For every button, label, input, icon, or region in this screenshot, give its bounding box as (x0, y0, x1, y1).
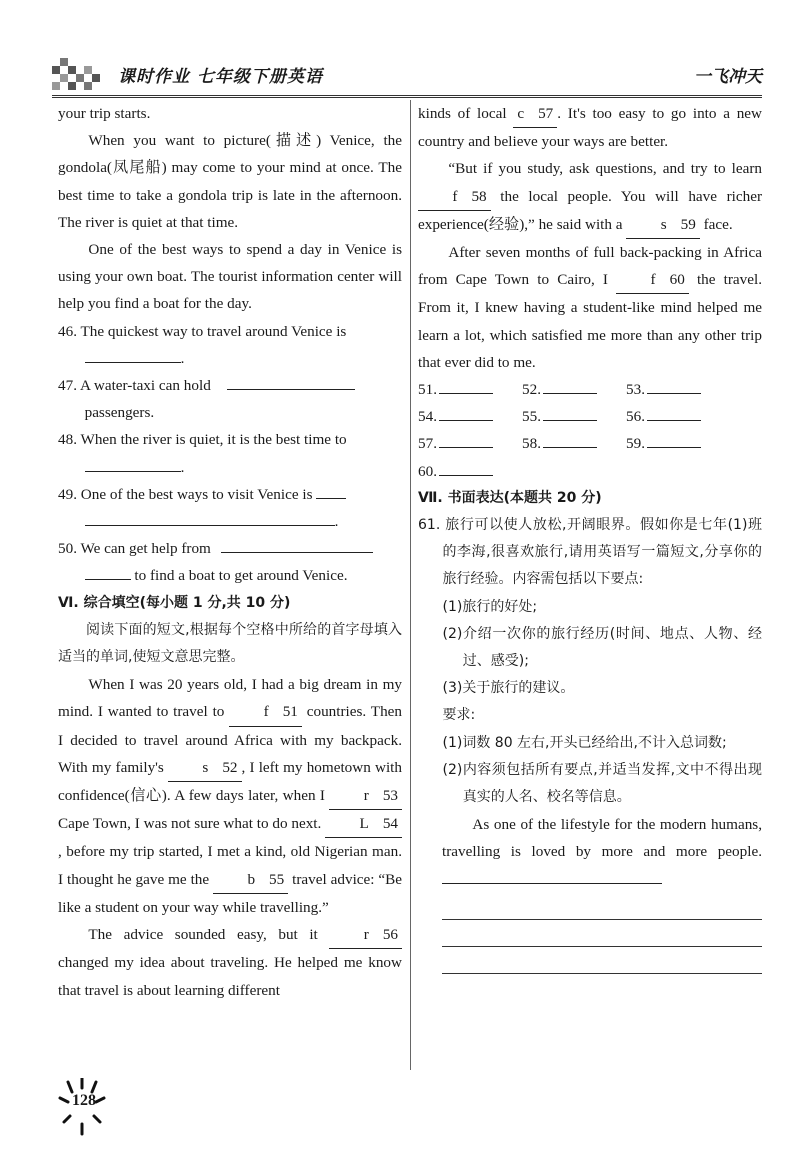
blank-58[interactable]: f 58 (418, 183, 491, 211)
question-47: 47. A water-taxi can hold passengers. (58, 372, 402, 426)
answer-blank[interactable] (221, 535, 373, 553)
answer-slot[interactable]: 60. (418, 458, 522, 485)
blank-53[interactable]: r 53 (329, 782, 402, 810)
answer-slot[interactable]: 56. (626, 403, 730, 430)
blank-54[interactable]: L 54 (325, 810, 402, 838)
requirement-label: 要求: (442, 707, 476, 724)
answer-grid-row (418, 403, 762, 430)
passage-paragraph: When you want to picture(描述) Venice, the gondola(凤尾船) may come to your mind at once. The best time to take a gondola trip is late in the afternoon. The river is quiet at that time. (58, 132, 402, 231)
writing-line[interactable] (442, 866, 662, 884)
answer-grid (418, 376, 762, 485)
page-number: 128 (72, 1092, 96, 1109)
cloze-paragraph: When I was 20 years old, I had a big dream in my mind. I wanted to travel to f 51 countries. Then I decided to travel around Africa with my backpack. With my family's s 52 , I left my hometown with confidence(信心). A few days later, when I r 53 Cape Town, I was not sure what to do next. L 54, before my trip started, I met a kind, old Nigerian man. I thought he gave me the b 55 travel advice: “Be like a student on your way while travelling.” (58, 676, 403, 916)
blank-59[interactable]: s 59 (626, 211, 700, 239)
page-header (52, 52, 762, 98)
essay-start: As one of the lifestyle for the modern humans, travelling is loved by more and more people. (418, 811, 762, 893)
blank-55[interactable]: b 55 (213, 866, 288, 894)
header-rule (52, 95, 762, 98)
answer-blank[interactable] (227, 372, 355, 390)
checkered-logo-icon (52, 58, 100, 90)
answer-slot[interactable]: 55. (522, 403, 626, 430)
requirement-point: (1)词数 80 左右,开头已经给出,不计入总词数; (442, 734, 727, 751)
answer-slot[interactable]: 51. (418, 376, 522, 403)
cloze-paragraph: After seven months of full back-packing in Africa from Cape Town to Cairo, I f 60 the travel. From it, I knew having a student-like mind helped me learn a lot, which satisfied me more than any other trip that ever did to me. (418, 244, 763, 371)
answer-grid-row (418, 376, 762, 403)
requirement-point: (1)旅行的好处; (442, 598, 538, 615)
cloze-paragraph: kinds of local c 57 . It's too easy to go into a new country and believe your ways are better. (418, 100, 762, 155)
blank-60[interactable]: f 60 (616, 266, 689, 294)
answer-grid-row (418, 430, 762, 457)
passage-paragraph: your trip starts. (58, 105, 151, 122)
left-column (58, 100, 402, 1004)
cloze-paragraph: “But if you study, ask questions, and try to learn f 58 the local people. You will have richer experience(经验),” he said with a s 59 face. (418, 155, 762, 239)
answer-blank[interactable] (85, 345, 181, 363)
answer-blank[interactable] (316, 481, 346, 499)
writing-line[interactable] (442, 893, 762, 920)
question-50: 50. We can get help from to find a boat to get around Venice. (58, 535, 402, 589)
section-6-heading: Ⅵ. 综合填空(每小题 1 分,共 10 分) (58, 594, 291, 611)
cloze-paragraph: The advice sounded easy, but it r 56 changed my idea about traveling. He helped me know that travel is about learning different (58, 921, 402, 1004)
requirement-point: (3)关于旅行的建议。 (442, 680, 575, 697)
passage-paragraph: One of the best ways to spend a day in Venice is using your own boat. The tourist information center will help you find a boat for the day. (58, 241, 402, 313)
answer-grid-row (418, 458, 762, 485)
writing-line[interactable] (442, 947, 762, 974)
question-48: 48. When the river is quiet, it is the best time to . (58, 431, 347, 476)
answer-slot[interactable]: 57. (418, 430, 522, 457)
question-61: 61. 旅行可以使人放松,开阔眼界。假如你是七年(1)班的李海,很喜欢旅行,请用英语写一篇短文,分享你的旅行经验。内容需包括以下要点: (418, 517, 762, 588)
question-49: 49. One of the best ways to visit Venice is . (58, 481, 402, 535)
answer-slot[interactable]: 54. (418, 403, 522, 430)
answer-slot[interactable]: 53. (626, 376, 730, 403)
right-column (418, 100, 762, 974)
blank-52[interactable]: s 52 (168, 754, 242, 782)
answer-slot[interactable]: 58. (522, 430, 626, 457)
header-brand: 一飞冲天 (694, 67, 762, 87)
section-7-heading: Ⅶ. 书面表达(本题共 20 分) (418, 489, 602, 506)
page-number-badge (58, 1078, 108, 1138)
requirement-point: (2)内容须包括所有要点,并适当发挥,文中不得出现真实的人名、校名等信息。 (442, 761, 762, 806)
header-title: 课时作业 七年级下册英语 (118, 67, 323, 87)
question-46: 46. The quickest way to travel around Venice is . (58, 322, 347, 367)
answer-blank[interactable] (85, 508, 335, 526)
writing-line[interactable] (442, 920, 762, 947)
blank-51[interactable]: f 51 (229, 698, 302, 726)
answer-blank[interactable] (85, 562, 131, 580)
answer-blank[interactable] (85, 454, 181, 472)
section-6-instructions: 阅读下面的短文,根据每个空格中所给的首字母填入适当的单词,使短文意思完整。 (58, 621, 402, 666)
blank-57[interactable]: c 57 (513, 100, 557, 128)
column-divider (410, 100, 411, 1070)
answer-slot[interactable]: 52. (522, 376, 626, 403)
blank-56[interactable]: r 56 (329, 921, 402, 949)
answer-slot[interactable]: 59. (626, 430, 730, 457)
requirement-point: (2)介绍一次你的旅行经历(时间、地点、人物、经过、感受); (442, 625, 762, 670)
